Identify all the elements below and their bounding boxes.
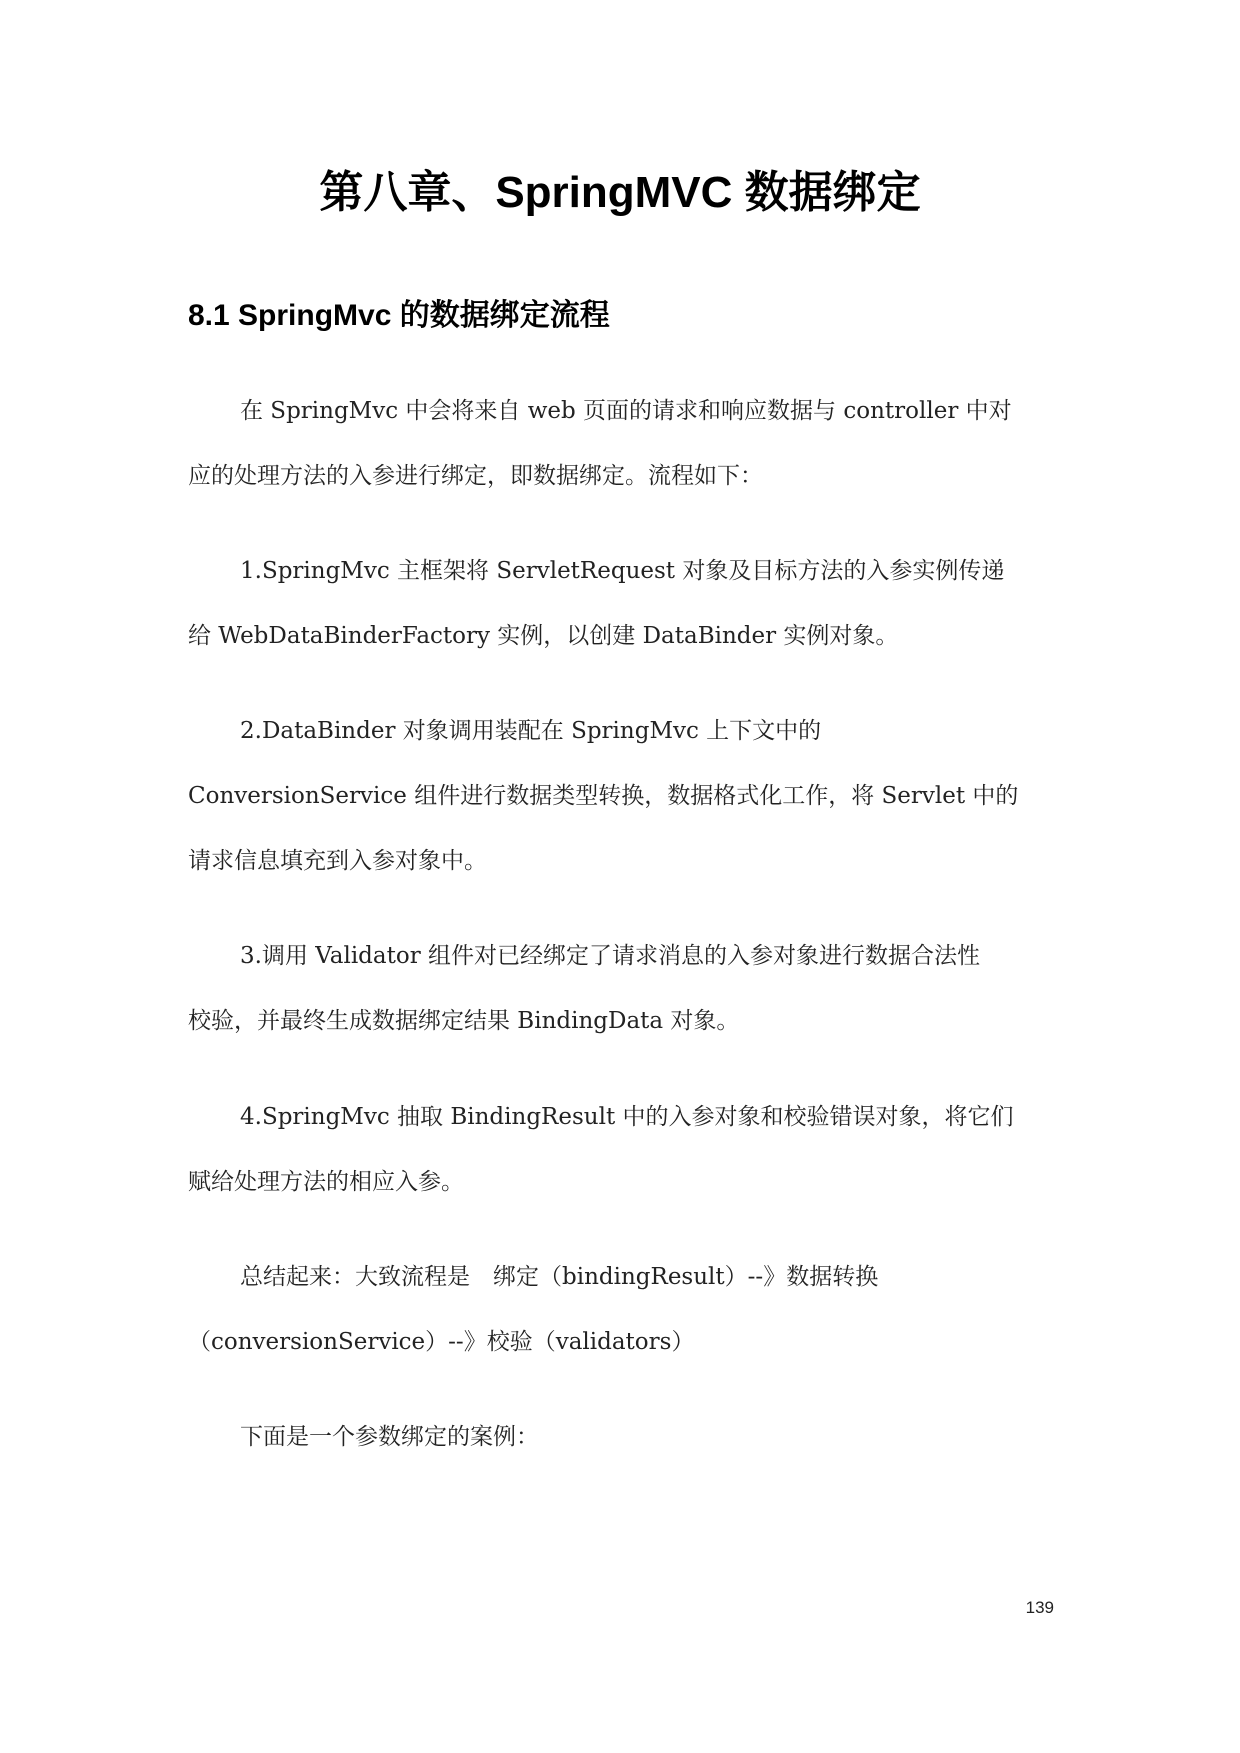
paragraph-step-1 <box>188 539 1060 669</box>
page-number: 139 <box>1025 1598 1054 1617</box>
paragraph-intro <box>188 379 1060 509</box>
paragraph-line: 下面是一个参数绑定的案例： <box>240 1424 539 1450</box>
paragraph-line: 校验，并最终生成数据绑定结果 BindingData 对象。 <box>188 1008 740 1034</box>
paragraph-step-2 <box>188 699 1060 894</box>
paragraph-step-3 <box>188 924 1060 1054</box>
paragraph-line: 给 WebDataBinderFactory 实例，以创建 DataBinder 实例对象。 <box>188 623 899 649</box>
paragraph-line: 2.DataBinder 对象调用装配在 SpringMvc 上下文中的 <box>240 718 822 744</box>
paragraph-line: 赋给处理方法的相应入参。 <box>188 1169 464 1195</box>
paragraph-line: ConversionService 组件进行数据类型转换，数据格式化工作，将 Servlet 中的 <box>188 783 1019 809</box>
paragraph-line: 总结起来：大致流程是 绑定（bindingResult）--》数据转换 <box>240 1264 879 1290</box>
paragraph-line: 在 SpringMvc 中会将来自 web 页面的请求和响应数据与 controller 中对 <box>240 398 1012 424</box>
paragraph-example <box>188 1405 1060 1470</box>
paragraph-line: 3.调用 Validator 组件对已经绑定了请求消息的入参对象进行数据合法性 <box>240 943 981 969</box>
paragraph-step-4 <box>188 1085 1060 1215</box>
chapter-title: 第八章、SpringMVC 数据绑定 <box>319 168 921 217</box>
paragraph-line: 应的处理方法的入参进行绑定，即数据绑定。流程如下： <box>188 463 763 489</box>
paragraph-line: （conversionService）--》校验（validators） <box>188 1329 695 1355</box>
paragraph-line: 4.SpringMvc 抽取 BindingResult 中的入参对象和校验错误对象，将它们 <box>240 1104 1014 1130</box>
paragraph-line: 1.SpringMvc 主框架将 ServletRequest 对象及目标方法的入参实例传递 <box>240 558 1005 584</box>
section-title: 8.1 SpringMvc 的数据绑定流程 <box>188 299 610 332</box>
paragraph-summary <box>188 1245 1060 1375</box>
paragraph-line: 请求信息填充到入参对象中。 <box>188 848 487 874</box>
